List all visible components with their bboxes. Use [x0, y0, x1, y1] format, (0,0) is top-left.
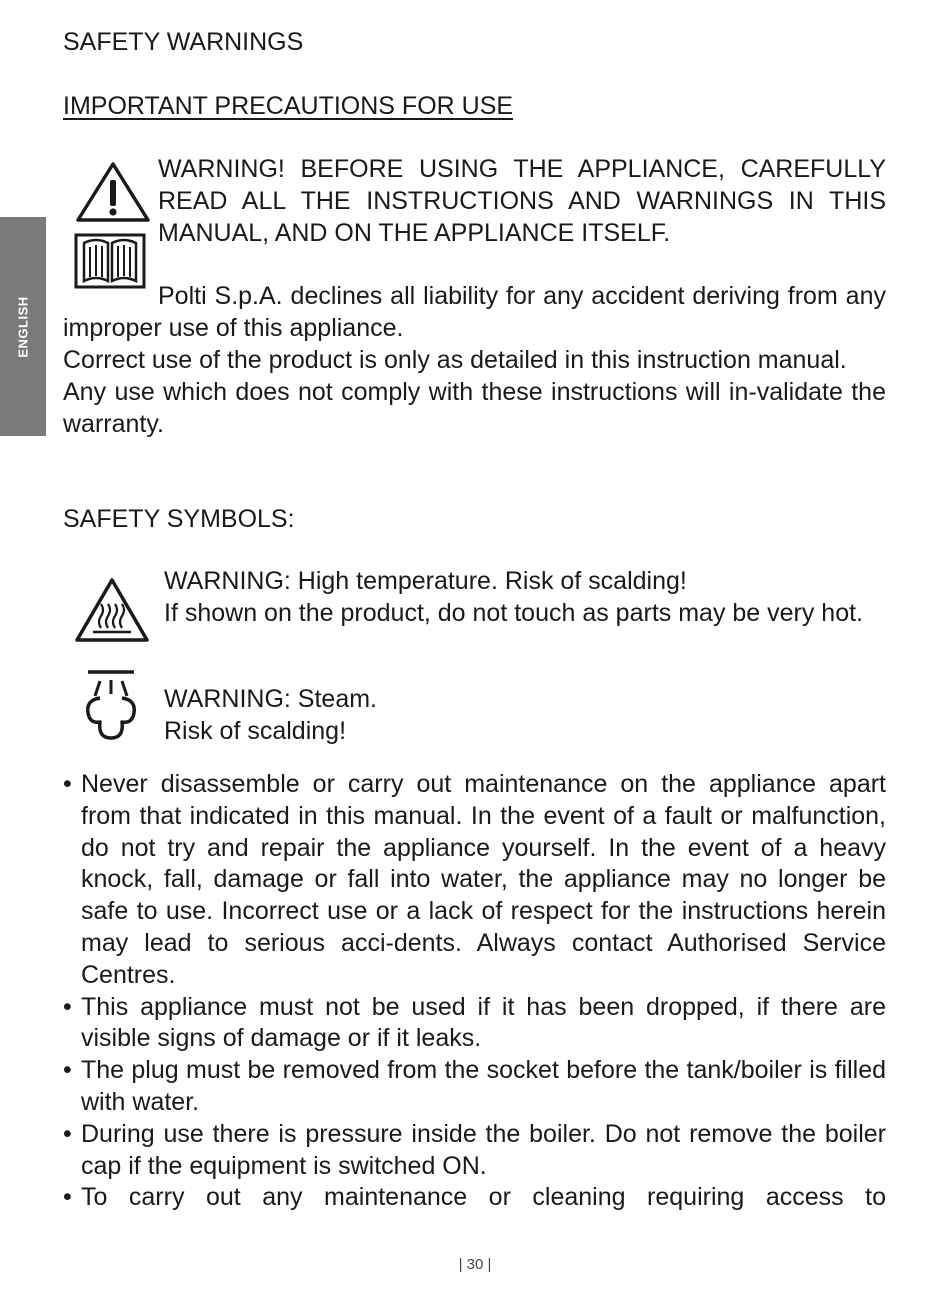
language-label: ENGLISH	[15, 295, 31, 358]
safety-symbols-title: SAFETY SYMBOLS:	[63, 505, 295, 533]
warning-notice	[158, 153, 886, 249]
list-item: • This appliance must not be used if it has been dropped, if there are visible signs of damage or if it leaks.	[63, 992, 886, 1056]
list-item: • To carry out any maintenance or cleaning requiring access to	[63, 1182, 886, 1214]
warning-line-3: MANUAL, AND ON THE APPLIANCE ITSELF.	[158, 219, 671, 247]
liability-paragraph-2: Correct use of the product is only as detailed in this instruction manual.	[63, 346, 847, 374]
warning-line-1: WARNING! BEFORE USING THE APPLIANCE, CAREFULLY	[158, 155, 886, 183]
liability-paragraph-1: Polti S.p.A. declines all liability for any accident deriving from any improper use of this appliance.	[63, 282, 886, 342]
hot-warning-line-1: WARNING: High temperature. Risk of scalding!	[164, 567, 687, 595]
page-title: SAFETY WARNINGS	[63, 28, 304, 56]
steam-warning-line-1: WARNING: Steam.	[164, 685, 377, 713]
list-item: • The plug must be removed from the socket before the tank/boiler is filled with water.	[63, 1055, 886, 1119]
section-subtitle: IMPORTANT PRECAUTIONS FOR USE	[63, 92, 514, 120]
hot-warning-line-2: If shown on the product, do not touch as parts may be very hot.	[164, 599, 864, 627]
hot-surface-icon	[73, 576, 151, 644]
page-number: | 30 |	[458, 1256, 492, 1273]
steam-warning-text	[164, 683, 886, 747]
steam-warning-line-2: Risk of scalding!	[164, 717, 347, 745]
warning-line-2: READ ALL THE INSTRUCTIONS AND WARNINGS IN THIS	[158, 187, 886, 215]
safety-bullet-list	[63, 769, 886, 1214]
hot-warning-text	[164, 565, 886, 629]
list-item: • During use there is pressure inside the boiler. Do not remove the boiler cap if the equipment is switched ON.	[63, 1119, 886, 1183]
liability-paragraph-3: Any use which does not comply with these instructions will in-validate the warranty.	[63, 378, 886, 438]
warning-triangle-icon	[74, 160, 152, 224]
steam-icon	[82, 668, 140, 744]
liability-text	[63, 280, 886, 440]
language-tab	[0, 217, 46, 436]
list-item: • Never disassemble or carry out maintenance on the appliance apart from that indicated in this manual. In the event of a fault or malfunction, do not try and repair the appliance yourself. In the event of a heavy knock, fall, damage or fall into water, the appliance may no longer be safe to use. Incorrect use or a lack of respect for the instructions herein may lead to serious acci-dents. Always contact Authorised Service Centres.	[63, 769, 886, 992]
